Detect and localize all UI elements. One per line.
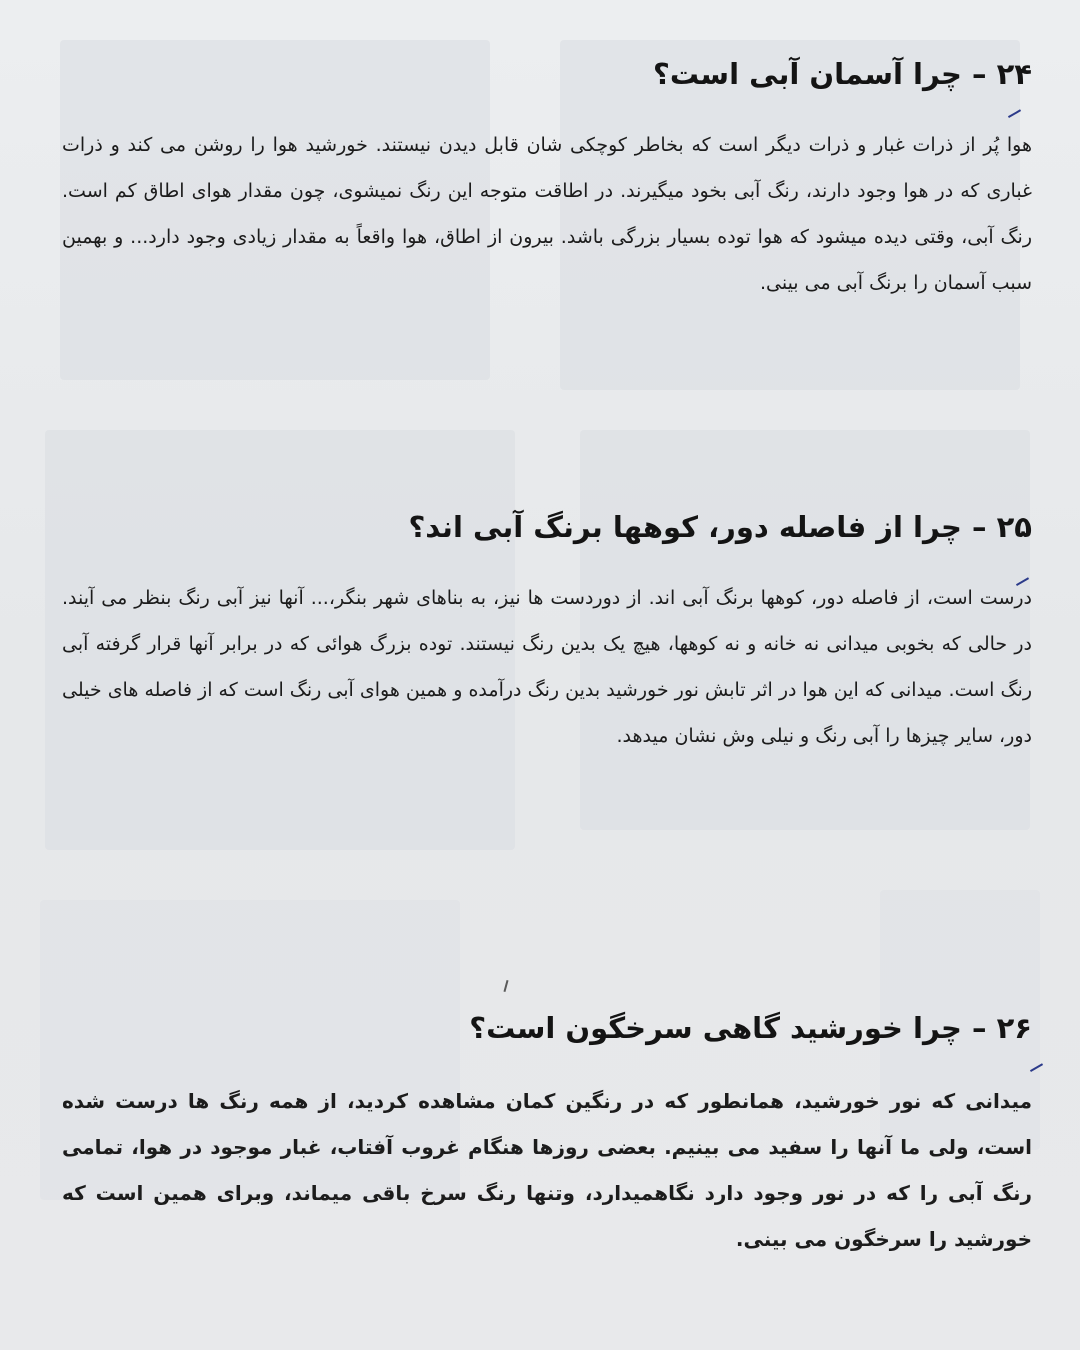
section-heading: ۲۴ – چرا آسمان آبی است؟ xyxy=(653,57,1032,91)
section-26 xyxy=(62,1006,1032,1262)
section-25 xyxy=(62,505,1032,759)
section-body: درست است، از فاصله دور، کوهها برنگ آبی اند. از دوردست ها نیز، به بناهای شهر بنگر،... آنها نیز آبی رنگ بنظر می آیند. در حالی که بخوبی میدانی نه خانه و نه کوهها، هیچ یک بدین رنگ نیستند. توده بزرگ هوائی که در برابر آنها قرار گرفته آبی رنگ است. میدانی که این هوا در اثر تابش نور خورشید بدین رنگ درآمده و همین هوای آبی رنگ است که از فاصله های خیلی دور، سایر چیزها را آبی رنگ و نیلی وش نشان میدهد. xyxy=(62,587,1032,747)
section-body: میدانی که نور خورشید، همانطور که در رنگین کمان مشاهده کردید، از همه رنگ ها درست شده است، ولی ما آنها را سفید می بینیم. بعضی روزها هنگام غروب آفتاب، غبار موجود در هوا، تمامی رنگ آبی را که در نور وجود دارد نگاهمیدارد، وتنها رنگ سرخ باقی میماند، وبرای همین است که خورشید را سرخگون می بینی. xyxy=(62,1089,1032,1251)
section-24 xyxy=(62,52,1032,306)
section-heading: ۲۶ – چرا خورشید گاهی سرخگون است؟ xyxy=(469,1011,1032,1045)
section-heading: ۲۵ – چرا از فاصله دور، کوهها برنگ آبی اند؟ xyxy=(408,510,1032,544)
section-body: هوا پُر از ذرات غبار و ذرات دیگر است که بخاطر کوچکی شان قابل دیدن نیستند. خورشید هوا را روشن می کند و ذرات غباری که در هوا وجود دارند، رنگ آبی بخود میگیرند. در اطاقت متوجه این رنگ نمیشوی، چون مقدار هوای اطاق کم است. رنگ آبی، وقتی دیده میشود که هوا توده بسیار بزرگی باشد. بیرون از اطاق، هوا واقعاً به مقدار زیادی وجود دارد... و بهمین سبب آسمان را برنگ آبی می بینی. xyxy=(62,134,1032,294)
paper-speck xyxy=(503,980,508,992)
